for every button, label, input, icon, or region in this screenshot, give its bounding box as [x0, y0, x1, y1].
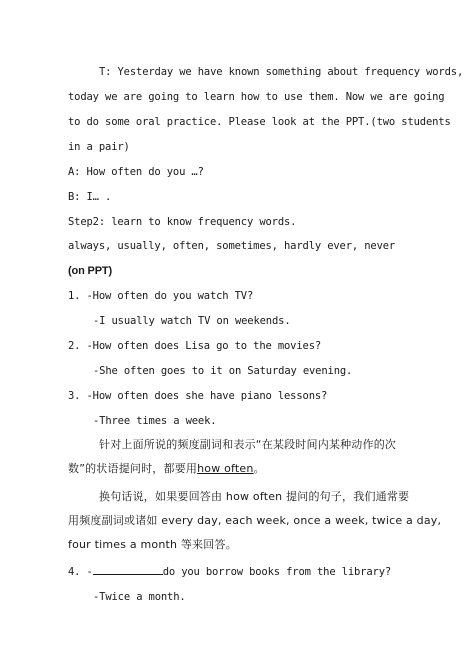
fill-in-blank[interactable]: [93, 564, 163, 575]
question-4-prefix: 4. -: [68, 566, 93, 578]
chinese-note-1-line-1: 针对上面所说的频度副词和表示“在某段时间内某种动作的次: [99, 438, 397, 451]
frequency-words-list: always, usually, often, sometimes, hardly ever, never: [68, 240, 396, 252]
intro-line-2: today we are going to learn how to use them. Now we are going: [68, 91, 445, 103]
chinese-note-1-end: 。: [253, 462, 265, 475]
answer-1: -I usually watch TV on weekends.: [93, 315, 291, 327]
how-often-underlined: how often: [197, 462, 254, 475]
question-2: 2. -How often does Lisa go to the movies?: [68, 340, 322, 352]
answer-2: -She often goes to it on Saturday evening.: [93, 365, 353, 377]
answer-4: -Twice a month.: [93, 591, 186, 603]
intro-line-4: in a pair): [68, 141, 130, 153]
dialogue-b-line: B: I… .: [68, 191, 112, 203]
question-3: 3. -How often does she have piano lessons?: [68, 390, 328, 402]
dialogue-a-line: A: How often do you …?: [68, 166, 204, 178]
on-ppt-label: (on PPT): [68, 265, 113, 277]
answer-3: -Three times a week.: [93, 415, 217, 427]
step2-heading: Step2: learn to know frequency words.: [68, 216, 297, 228]
intro-line-1: T: Yesterday we have known something about frequency words,: [99, 66, 464, 78]
chinese-note-2-line-2: 用频度副词或诸如 every day, each week, once a week, twice a day,: [68, 514, 442, 527]
intro-line-3: to do some oral practice. Please look at the PPT.(two students: [68, 116, 451, 128]
chinese-note-1-text: 数”的状语提问时，都要用: [68, 462, 198, 475]
question-4-suffix: do you borrow books from the library?: [162, 566, 392, 578]
chinese-note-2-line-1: 换句话说，如果要回答由 how often 提问的句子，我们通常要: [99, 490, 410, 503]
chinese-note-2-line-3: four times a month 等来回答。: [68, 538, 237, 551]
question-1: 1. -How often do you watch TV?: [68, 290, 254, 302]
question-4: [68, 564, 391, 579]
chinese-note-1-line-2: [68, 462, 265, 476]
